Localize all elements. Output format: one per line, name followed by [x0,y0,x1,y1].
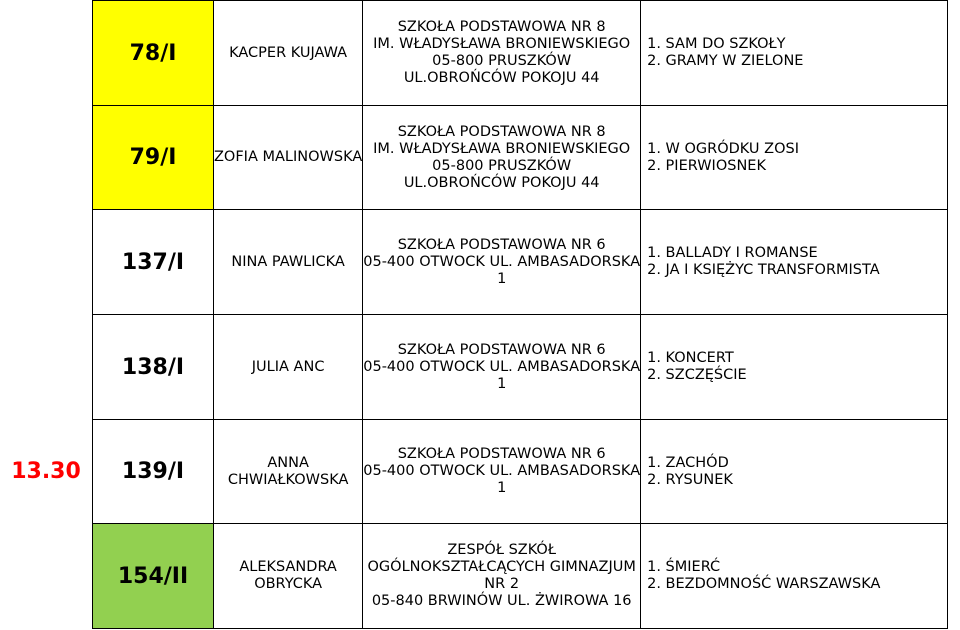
piece-item: 1. ZACHÓD [647,454,729,471]
pieces-cell [641,106,948,210]
time-cell [0,210,93,315]
pieces-cell [641,524,948,629]
table-row [0,315,948,420]
piece-item: 1. BALLADY I ROMANSE [647,245,818,261]
name-cell [214,106,363,210]
school-line: 1 [497,270,507,287]
school-cell [363,210,641,315]
number-cell: 139/I [93,420,214,524]
table-row [0,106,948,210]
school-line: SZKOŁA PODSTAWOWA NR 6 [397,446,606,462]
school-line: ZESPÓŁ SZKÓŁ [447,542,556,558]
school-line: 1 [497,375,507,392]
name-line: NINA PAWLICKA [231,253,345,270]
table-row [0,1,948,106]
school-line: 05-400 OTWOCK UL. AMBASADORSKA [363,463,641,479]
school-line: NR 2 [484,576,520,592]
piece-item: 2. SZCZĘŚCIE [647,367,747,383]
pieces-cell [641,420,948,524]
school-line: 05-800 PRUSZKÓW [432,53,572,69]
name-line: JULIA ANC [251,358,325,375]
school-line: OGÓLNOKSZTAŁCĄCYCH GIMNAZJUM [367,559,636,575]
name-line: ZOFIA MALINOWSKA [214,149,363,165]
pieces-cell [641,315,948,420]
piece-item: 1. KONCERT [647,350,734,366]
piece-item: 2. GRAMY W ZIELONE [647,53,804,69]
piece-item: 2. RYSUNEK [647,471,733,488]
time-cell [0,106,93,210]
school-line: 05-400 OTWOCK UL. AMBASADORSKA [363,253,641,270]
number-cell: 78/I [93,1,214,106]
piece-item: 1. W OGRÓDKU ZOSI [647,140,799,157]
school-cell [363,524,641,629]
name-line: OBRYCKA [254,576,323,592]
school-line: 05-800 PRUSZKÓW [432,157,572,174]
number-cell: 138/I [93,315,214,420]
name-cell [214,1,363,106]
piece-item: 1. SAM DO SZKOŁY [647,36,786,52]
school-line: UL.OBROŃCÓW POKOJU 44 [403,174,600,191]
name-line: CHWIAŁKOWSKA [227,471,349,488]
name-line: ANNA [267,454,309,471]
school-line: UL.OBROŃCÓW POKOJU 44 [403,70,600,86]
school-line: 05-400 OTWOCK UL. AMBASADORSKA [363,358,641,375]
piece-item: 2. BEZDOMNOŚĆ WARSZAWSKA [647,576,881,592]
school-cell [363,420,641,524]
time-cell [0,1,93,106]
school-line: 1 [497,480,507,496]
table-row [0,420,948,524]
school-line: IM. WŁADYSŁAWA BRONIEWSKIEGO [373,36,631,52]
table-row [0,210,948,315]
pieces-cell [641,210,948,315]
school-line: SZKOŁA PODSTAWOWA NR 6 [397,236,606,253]
table-row [0,524,948,629]
pieces-cell [641,1,948,106]
name-cell [214,210,363,315]
name-line: KACPER KUJAWA [229,44,348,61]
number-cell: 79/I [93,106,214,210]
school-line: SZKOŁA PODSTAWOWA NR 8 [397,123,606,140]
name-cell [214,315,363,420]
school-line: 05-840 BRWINÓW UL. ŻWIROWA 16 [371,593,632,609]
school-cell [363,315,641,420]
number-cell: 154/II [93,524,214,629]
school-line: SZKOŁA PODSTAWOWA NR 8 [397,19,606,35]
school-cell [363,106,641,210]
number-cell: 137/I [93,210,214,315]
school-cell [363,1,641,106]
time-cell [0,524,93,629]
name-cell [214,524,363,629]
piece-item: 2. JA I KSIĘŻYC TRANSFORMISTA [647,262,880,278]
time-cell [0,315,93,420]
school-line: IM. WŁADYSŁAWA BRONIEWSKIEGO [373,140,631,157]
piece-item: 1. ŚMIERĆ [647,559,721,575]
name-line: ALEKSANDRA [239,559,337,575]
piece-item: 2. PIERWIOSNEK [647,157,766,174]
time-cell: 13.30 [11,459,81,484]
name-cell [214,420,363,524]
school-line: SZKOŁA PODSTAWOWA NR 6 [397,341,606,358]
